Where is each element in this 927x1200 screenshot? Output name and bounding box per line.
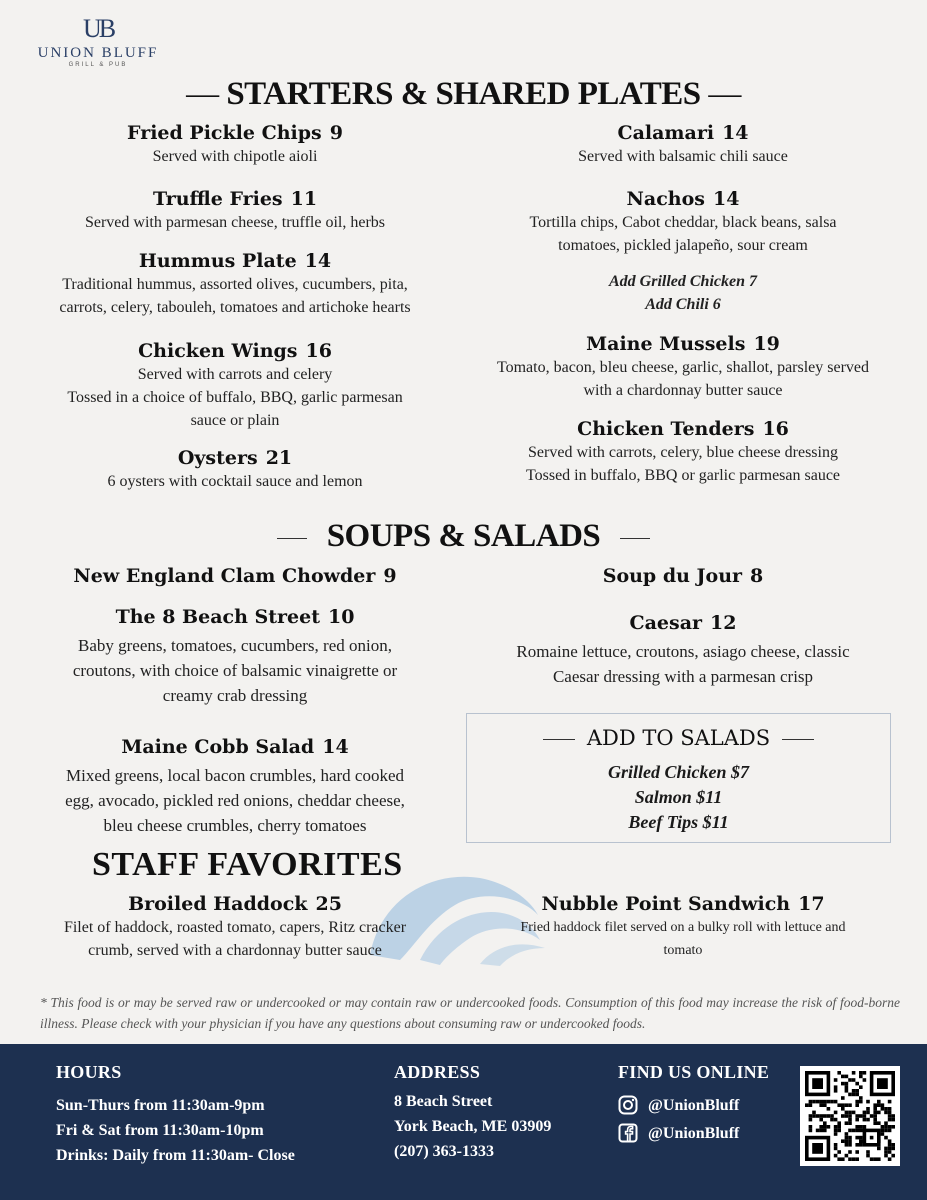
facebook-icon bbox=[618, 1123, 638, 1143]
section-title-starters: — STARTERS & SHARED PLATES — bbox=[186, 76, 741, 112]
logo bbox=[30, 14, 166, 68]
menu-item: Maine Mussels 19 Tomato, bacon, bleu cheese, garlic, shallot, parsley served with a chardonnay butter sauce bbox=[496, 333, 870, 399]
menu-item: Soup du Jour 8 bbox=[602, 565, 764, 587]
social-block: FIND US ONLINE @UnionBluff @UnionBluff bbox=[618, 1062, 769, 1147]
qr-code-pattern bbox=[805, 1071, 895, 1161]
hours-block: HOURS Sun-Thurs from 11:30am-9pm Fri & Sat from 11:30am-10pm Drinks: Daily from 11:30am- Close bbox=[56, 1062, 295, 1164]
qr-code[interactable] bbox=[800, 1066, 900, 1166]
footer bbox=[0, 1044, 927, 1200]
menu-item: Hummus Plate 14 Traditional hummus, assorted olives, cucumbers, pita, carrots, celery, tabouleh, tomatoes and artichoke hearts bbox=[59, 250, 411, 316]
instagram-link[interactable]: @UnionBluff bbox=[618, 1091, 769, 1119]
section-title-soups: SOUPS & SALADS bbox=[0, 518, 927, 555]
menu-item: Nachos 14 Tortilla chips, Cabot cheddar, black beans, salsa tomatoes, pickled jalapeño, sour cream Add Grilled Chicken 7 Add Chili 6 bbox=[529, 188, 837, 313]
menu-item: Calamari 14 Served with balsamic chili sauce bbox=[578, 122, 788, 165]
menu-item: Nubble Point Sandwich 17 Fried haddock filet served on a bulky roll with lettuce and tomato bbox=[520, 893, 846, 958]
menu-item: Broiled Haddock 25 Filet of haddock, roasted tomato, capers, Ritz cracker crumb, served with a chardonnay butter sauce bbox=[63, 893, 407, 959]
menu-item: Chicken Wings 16 Served with carrots and celery Tossed in a choice of buffalo, BBQ, garlic parmesan sauce or plain bbox=[67, 340, 403, 429]
addon-item: Beef Tips $11 bbox=[628, 812, 729, 832]
addon-item: Grilled Chicken $7 bbox=[607, 762, 749, 782]
address-block: ADDRESS 8 Beach Street York Beach, ME 03909 (207) 363-1333 bbox=[394, 1062, 551, 1164]
menu-item: New England Clam Chowder 9 bbox=[73, 565, 397, 587]
menu-item: Oysters 21 6 oysters with cocktail sauce and lemon bbox=[107, 447, 363, 490]
menu-item: Maine Cobb Salad 14 Mixed greens, local bacon crumbles, hard cooked egg, avocado, pickled red onions, cheddar cheese, bleu cheese crumbles, cherry tomatoes bbox=[65, 736, 405, 835]
menu-item: Caesar 12 Romaine lettuce, croutons, asiago cheese, classic Caesar dressing with a parmesan crisp bbox=[516, 612, 850, 686]
menu-item: Fried Pickle Chips 9 Served with chipotle aioli bbox=[127, 122, 343, 165]
phone-number[interactable]: (207) 363-1333 bbox=[394, 1143, 494, 1160]
menu-item: Chicken Tenders 16 Served with carrots, celery, blue cheese dressing Tossed in buffalo, BBQ or garlic parmesan sauce bbox=[525, 418, 841, 484]
logo-name: UNION BLUFF bbox=[37, 45, 159, 61]
addon-item: Salmon $11 bbox=[634, 787, 723, 807]
food-safety-disclaimer: * This food is or may be served raw or undercooked or may contain raw or undercooked foods. Consumption of this food may increase the risk of food-borne illness. Please check with your physician if you have any questions about consuming raw or undercooked foods. bbox=[40, 995, 900, 1031]
logo-mark: UB bbox=[82, 14, 114, 43]
add-to-salads-box bbox=[466, 713, 891, 843]
add-to-salads-title: ADD TO SALADS bbox=[586, 726, 771, 750]
logo-tagline: GRILL & PUB bbox=[68, 62, 128, 68]
menu-item: Truffle Fries 11 Served with parmesan cheese, truffle oil, herbs bbox=[84, 188, 386, 231]
instagram-icon bbox=[618, 1095, 638, 1115]
section-title-staff: STAFF FAVORITES bbox=[92, 846, 403, 883]
menu-item: The 8 Beach Street 10 Baby greens, tomatoes, cucumbers, red onion, croutons, with choice of balsamic vinaigrette or creamy crab dressing bbox=[72, 606, 398, 705]
facebook-link[interactable]: @UnionBluff bbox=[618, 1119, 769, 1147]
